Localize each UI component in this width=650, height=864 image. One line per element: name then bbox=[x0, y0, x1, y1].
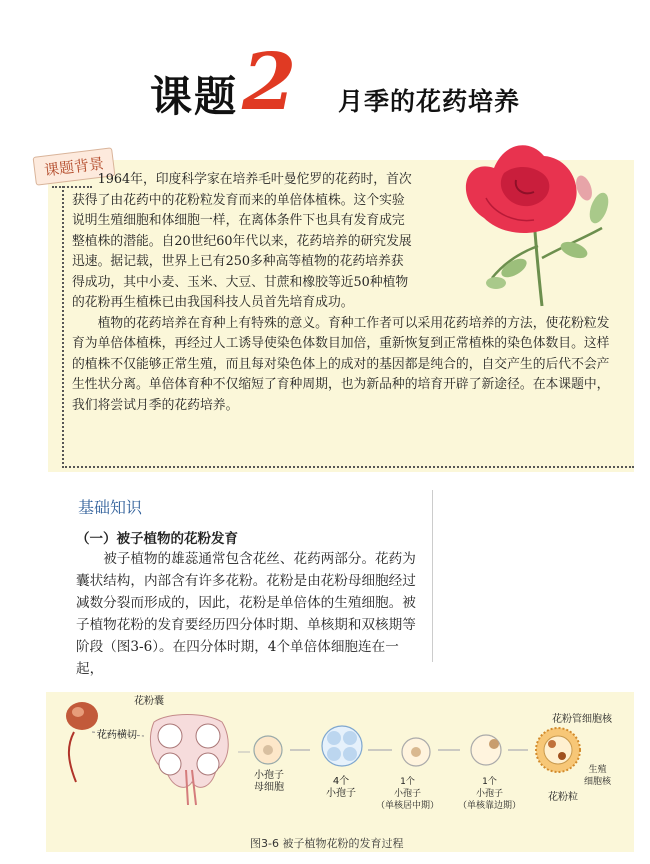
label-four-line2: 小孢子 bbox=[326, 788, 356, 799]
label-mid-line1: 1个 bbox=[400, 777, 415, 787]
label-mid-nucleus bbox=[376, 776, 439, 812]
label-anther-cut: 花药横切 bbox=[97, 730, 137, 741]
background-paragraph-2: 植物的花药培养在育种上有特殊的意义。育种工作者可以采用花药培养的方法，使花粉粒发育为单倍体植株，再经过人工诱导使染色体数目加倍，重新恢复到正常植株的染色体数目。这样的植株不仅能够正常生殖，而且每对染色体上的成对的基因都是纯合的，自交产生的后代不会产生性状分离。单倍体育种不仅缩短了育种周期，也为新品种的培育开辟了新途径。在本课题中，我们将尝试月季的花药培养。 bbox=[72, 315, 610, 413]
label-four-line1: 4个 bbox=[332, 776, 350, 787]
title-number: 2 bbox=[242, 37, 297, 128]
section-title: 基础知识 bbox=[78, 498, 143, 517]
label-pollen-sac: 花粉囊 bbox=[134, 696, 164, 707]
knowledge-text bbox=[76, 548, 422, 680]
background-paragraph-1: 1964年，印度科学家在培养毛叶曼佗罗的花药时，首次获得了由花药中的花粉粒发育而来的单倍体植株。这个实验说明生殖细胞和体细胞一样，在离体条件下也具有发育成完整植株的潜能。自20世纪60年代以来，花药培养的研究发展迅速。据记载，世界上已有250多种高等植物的花药培养获得成功，其中小麦、玉米、大豆、甘蔗和橡胶等近50种植物的花粉再生植株已由我国科技人员首先培育成功。 bbox=[72, 172, 412, 310]
label-side-line3: （单核靠边期） bbox=[458, 801, 522, 811]
title-subtitle: 月季的花药培养 bbox=[338, 87, 521, 116]
dotted-border-left bbox=[62, 186, 64, 468]
label-side-nucleus bbox=[458, 776, 521, 812]
column-divider bbox=[432, 490, 433, 662]
label-generative-nucleus bbox=[584, 764, 611, 788]
label-side-line2: 小孢子 bbox=[476, 789, 504, 799]
subsection-title: （一）被子植物的花粉发育 bbox=[76, 531, 238, 547]
label-microspore-mother-line1: 小孢子 bbox=[254, 770, 284, 781]
dotted-border-bottom bbox=[62, 466, 634, 468]
label-mid-line2: 小孢子 bbox=[394, 789, 422, 799]
figure-caption: 图3-6 被子植物花粉的发育过程 bbox=[250, 837, 404, 850]
label-pollen-grain: 花粉粒 bbox=[548, 792, 578, 803]
label-four-microspores bbox=[326, 776, 356, 800]
label-tube-nucleus: 花粉管细胞核 bbox=[552, 714, 612, 725]
knowledge-paragraph: 被子植物的雄蕊通常包含花丝、花药两部分。花药为囊状结构，内部含有许多花粉。花粉是由花粉母细胞经过减数分裂而形成的，因此，花粉是单倍体的生殖细胞。被子植物花粉的发育要经历四分体时期、单核期和双核期等阶段（图3-6）。在四分体时期，4个单倍体细胞连在一起， bbox=[76, 551, 416, 677]
background-text bbox=[72, 170, 620, 416]
pollen-development-figure bbox=[46, 692, 634, 852]
label-microspore-mother-line2: 母细胞 bbox=[254, 782, 284, 793]
title-prefix: 课题 bbox=[150, 72, 239, 121]
background-tag: 课题背景 bbox=[33, 147, 116, 186]
label-mid-line3: （单核居中期） bbox=[376, 801, 440, 811]
label-microspore-mother bbox=[254, 770, 284, 794]
label-generative-line2: 细胞核 bbox=[584, 777, 612, 787]
label-side-line1: 1个 bbox=[482, 777, 497, 787]
label-generative-line1: 生殖 bbox=[588, 765, 607, 775]
